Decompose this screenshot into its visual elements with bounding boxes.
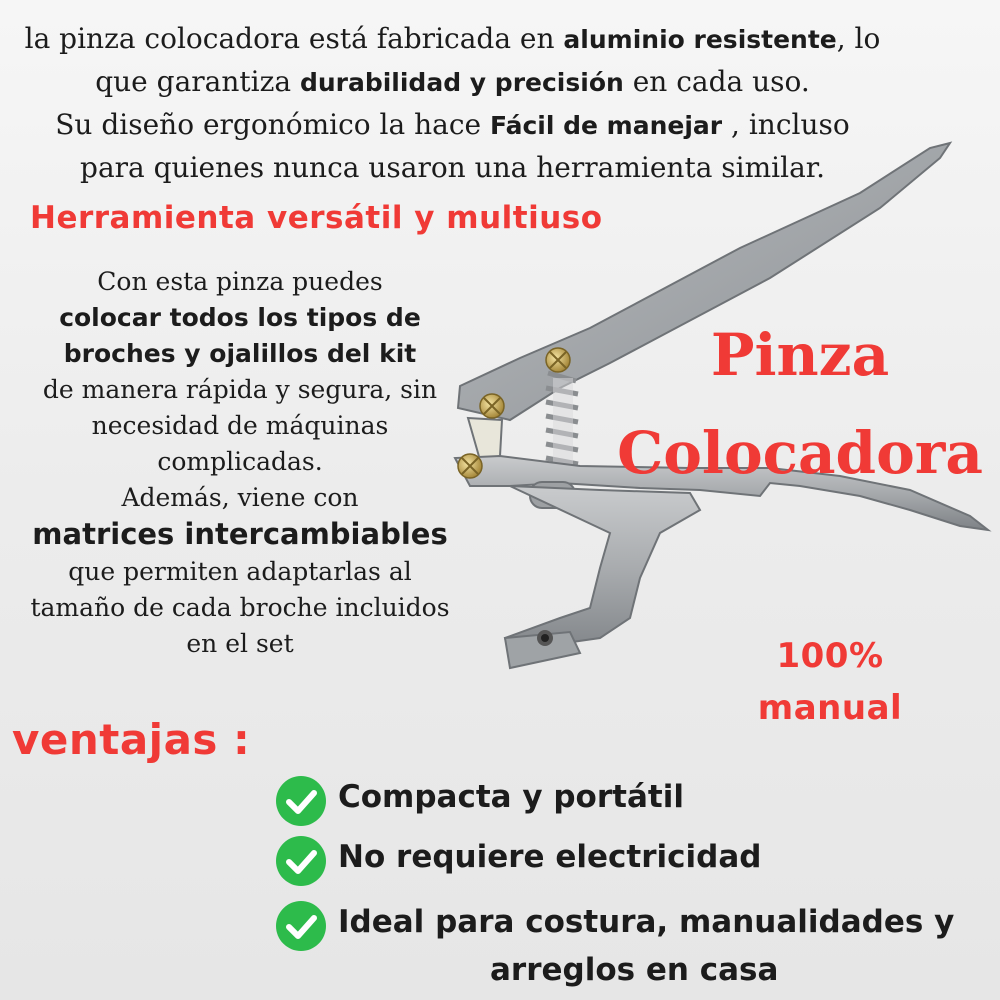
- highlight-matrices: matrices intercambiables: [32, 517, 448, 551]
- intro-line-1: la pinza colocadora está fabricada en aluminio resistente, lo: [24, 22, 881, 55]
- intro-line-2: que garantiza durabilidad y precisión en cada uso.: [95, 65, 810, 98]
- intro-line-3: Su diseño ergonómico la hace Fácil de manejar , incluso: [55, 108, 850, 141]
- description-paragraph: Con esta pinza puedes colocar todos los tipos de broches y ojalillos del kit de manera rápida y segura, sin necesidad de máquinas complicadas. Además, viene con matrices intercambiables que permiten adaptarlas al tamaño de cada broche incluidos en el set: [30, 267, 450, 658]
- product-title: Pinza Colocadora: [617, 321, 983, 487]
- check-circle-icon: [275, 775, 327, 827]
- check-circle-icon: [275, 900, 327, 952]
- versatile-heading: Herramienta versátil y multiuso: [30, 200, 603, 236]
- highlight-aluminio: aluminio resistente: [563, 25, 837, 54]
- manual-badge: 100% manual: [757, 636, 903, 728]
- highlight-facil: Fácil de manejar: [489, 111, 723, 140]
- highlight-durabilidad: durabilidad y precisión: [299, 68, 624, 97]
- ventajas-heading: ventajas :: [12, 715, 251, 764]
- intro-line-4: para quienes nunca usaron una herramienta similar.: [80, 151, 825, 184]
- check-circle-icon: [275, 835, 327, 887]
